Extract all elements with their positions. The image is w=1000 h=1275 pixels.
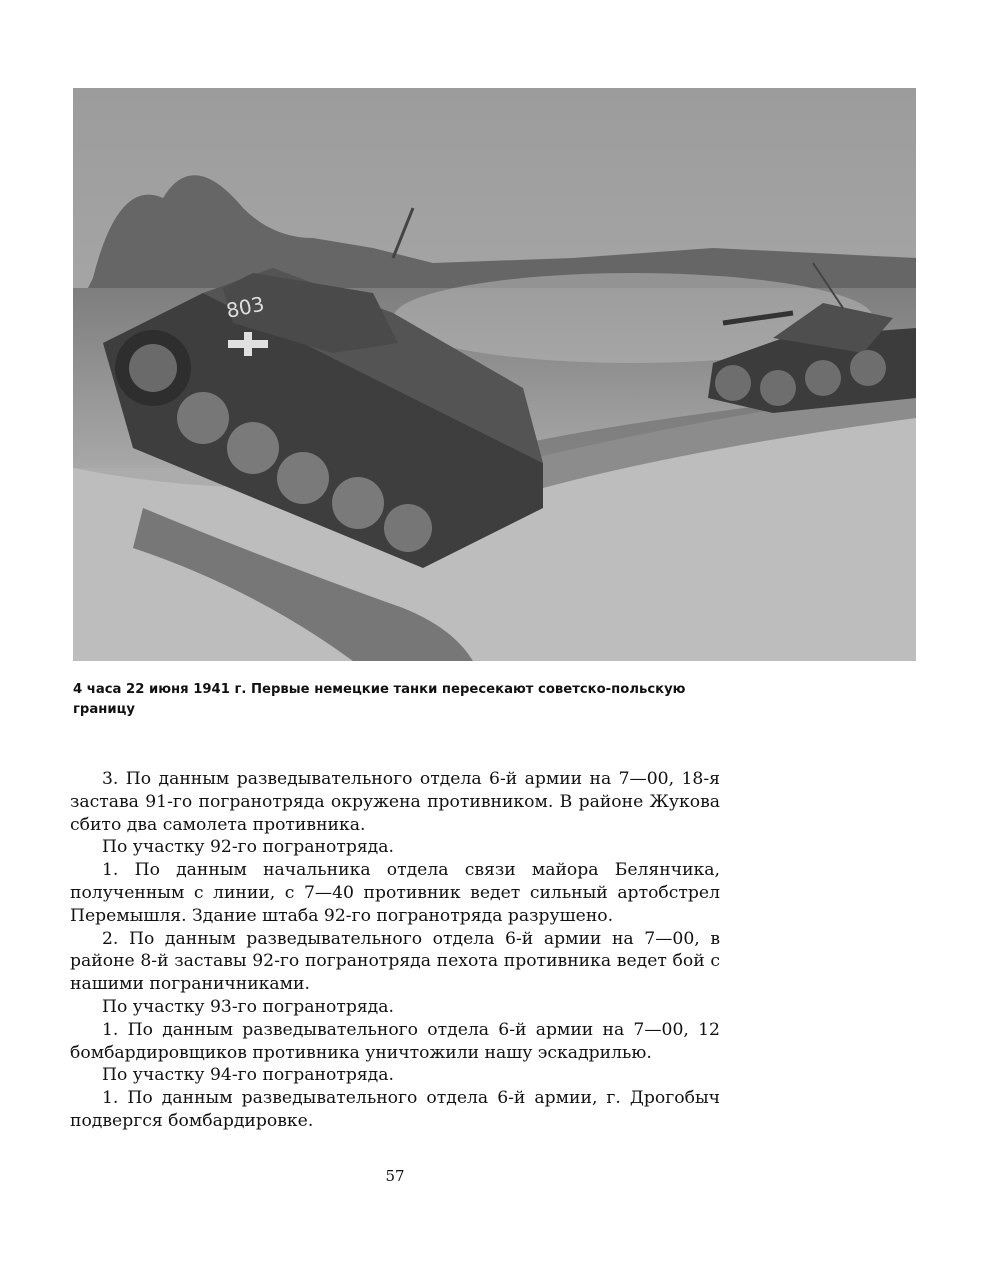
tanks-illustration xyxy=(73,88,916,661)
paragraph: 1. По данным разведывательного отдела 6-й армии, г. Дрогобыч подвергся бомбардировке. xyxy=(70,1088,720,1131)
paragraph: 1. По данным начальника отдела связи майора Белянчика, полученным с линии, с 7—40 противник ведет сильный артобстрел Перемышля. Здание штаба 92-го погранотряда разрушено. xyxy=(70,860,720,926)
photo-caption: 4 часа 22 июня 1941 г. Первые немецкие танки пересекают советско-польскую границу xyxy=(73,682,686,717)
paragraph: По участку 92-го погранотряда. xyxy=(102,837,394,858)
paragraph: 2. По данным разведывательного отдела 6-й армии на 7—00, в районе 8-й заставы 92-го погранотряда пехота противника ведет бой с нашими пограничниками. xyxy=(70,928,720,995)
body-text xyxy=(70,768,720,1133)
paragraph: По участку 94-го погранотряда. xyxy=(102,1065,394,1086)
tanks-photo xyxy=(73,88,916,661)
paragraph: 1. По данным разведывательного отдела 6-й армии на 7—00, 12 бомбардировщиков противника уничтожили нашу эскадрилью. xyxy=(70,1019,720,1063)
paragraph: По участку 93-го погранотряда. xyxy=(102,996,394,1017)
svg-text:803: 803 xyxy=(224,291,267,323)
paragraph: 3. По данным разведывательного отдела 6-й армии на 7—00, 18-я застава 91-го погранотряда окружена противником. В районе Жукова сбито два самолета противника. xyxy=(70,769,720,835)
page-number: 57 xyxy=(385,1167,405,1185)
